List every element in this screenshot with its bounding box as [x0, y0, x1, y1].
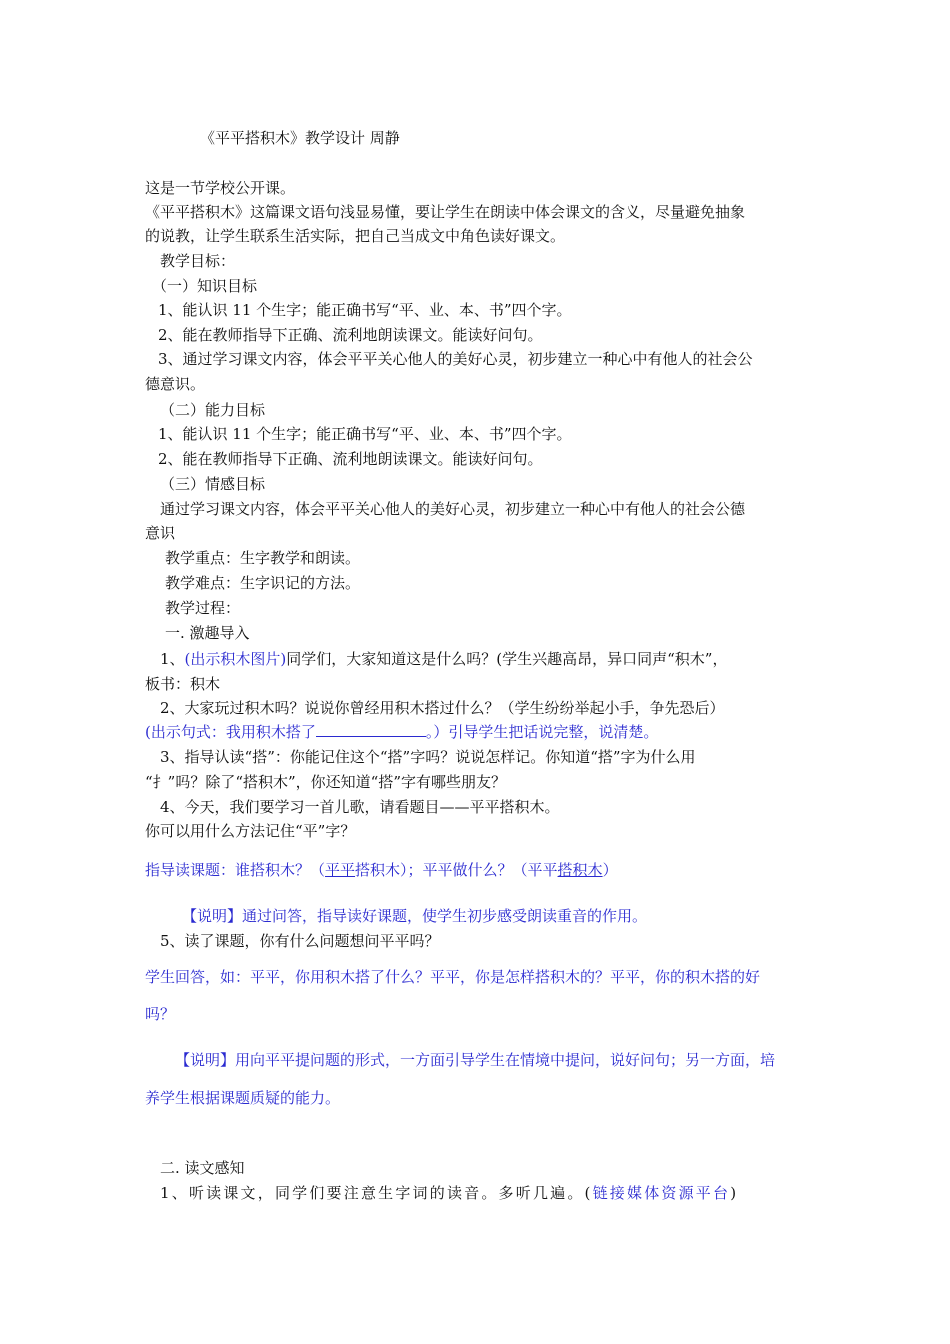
difficulty-point: 教学难点：生字识记的方法。	[165, 574, 361, 592]
list-item: 3、通过学习课文内容，体会平平关心他人的美好心灵，初步建立一种心中有他人的社会公	[158, 350, 753, 368]
answer-line: 学生回答，如：平平，你用积木搭了什么？平平，你是怎样搭积木的？平平，你的积木搭的好	[145, 968, 761, 986]
pattern-text: 。）引导学生把话说完整，说清楚。	[425, 723, 659, 741]
process-label: 教学过程：	[165, 599, 241, 617]
emotion-heading: （三）情感目标	[160, 475, 266, 493]
list-item: 2、能在教师指导下正确、流利地朗读课文。能读好问句。	[158, 326, 543, 344]
list-item: 2、能在教师指导下正确、流利地朗读课文。能读好问句。	[158, 450, 543, 468]
step-line: 2、大家玩过积木吗？说说你曾经用积木搭过什么？（学生纷纷举起小手，争先恐后）	[160, 699, 725, 717]
paragraph-line: 通过学习课文内容，体会平平关心他人的美好心灵，初步建立一种心中有他人的社会公德	[160, 500, 746, 518]
hint-text: (出示积木图片)	[184, 650, 287, 668]
paragraph-line: 的说教，让学生联系生活实际，把自己当成文中角色读好课文。	[145, 227, 566, 245]
step-line: 3、指导认读“搭”：你能记住这个“搭”字吗？说说怎样记。你知道“搭”字为什么用	[160, 748, 696, 766]
step-text: 1、听读课文，同学们要注意生字词的读音。多听几遍。(	[160, 1184, 593, 1202]
knowledge-heading: （一）知识目标	[152, 277, 258, 295]
step-line: 5、读了课题，你有什么问题想问平平吗？	[160, 932, 440, 950]
guide-text: 指导读课题：谁搭积木？（	[145, 861, 326, 879]
list-item: 1、能认识 11 个生字；能正确书写“平、业、本、书”四个字。	[158, 301, 572, 319]
intro-line: 这是一节学校公开课。	[145, 179, 296, 197]
note-line-continued: 养学生根据课题质疑的能力。	[145, 1089, 341, 1107]
section-heading: 一. 激趣导入	[165, 624, 250, 642]
paragraph-line: 《平平搭积木》这篇课文语句浅显易懂，要让学生在朗读中体会课文的含义，尽量避免抽象	[145, 203, 746, 221]
key-point: 教学重点：生字教学和朗读。	[165, 549, 361, 567]
section-heading: 二. 读文感知	[160, 1159, 245, 1177]
goals-label: 教学目标：	[160, 252, 236, 270]
guide-line	[145, 859, 815, 881]
media-link-text: 链接媒体资源平台	[592, 1184, 731, 1202]
guide-text: ）	[602, 861, 618, 879]
stressed-word: 平平	[325, 861, 356, 879]
step-line-continued: “扌”吗？除了“搭积木”，你还知道“搭”字有哪些朋友？	[145, 773, 507, 791]
list-item-continued: 德意识。	[145, 375, 206, 393]
step-line: 4、今天，我们要学习一首儿歌，请看题目——平平搭积木。	[160, 798, 560, 816]
document-title: 《平平搭积木》教学设计 周静	[200, 129, 400, 147]
step-line	[160, 1182, 830, 1204]
fill-blank	[316, 722, 426, 737]
step-line-continued: 你可以用什么方法记住“平”字？	[145, 822, 356, 840]
answer-line-continued: 吗？	[145, 1005, 176, 1023]
note-line: 【说明】通过问答，指导读好课题，使学生初步感受朗读重音的作用。	[182, 907, 648, 925]
note-line: 【说明】用向平平提问题的形式，一方面引导学生在情境中提问，说好问句；另一方面，培	[175, 1051, 776, 1069]
ability-heading: （二）能力目标	[160, 401, 266, 419]
pattern-text: (出示句式：我用积木搭了	[145, 723, 316, 741]
sentence-pattern-line	[145, 721, 815, 743]
step-line-continued: 板书：积木	[145, 675, 221, 693]
step-line	[160, 648, 830, 670]
list-item: 1、能认识 11 个生字；能正确书写“平、业、本、书”四个字。	[158, 425, 572, 443]
step-text: 同学们，大家知道这是什么吗？(学生兴趣高昂，异口同声“积木”，	[286, 650, 728, 668]
paragraph-line: 意识	[145, 524, 176, 542]
step-text: )	[730, 1184, 739, 1202]
step-number: 1、	[160, 650, 185, 668]
guide-text: 搭积木）；平平做什么？（平平	[355, 861, 558, 879]
stressed-word: 搭积木	[557, 861, 603, 879]
